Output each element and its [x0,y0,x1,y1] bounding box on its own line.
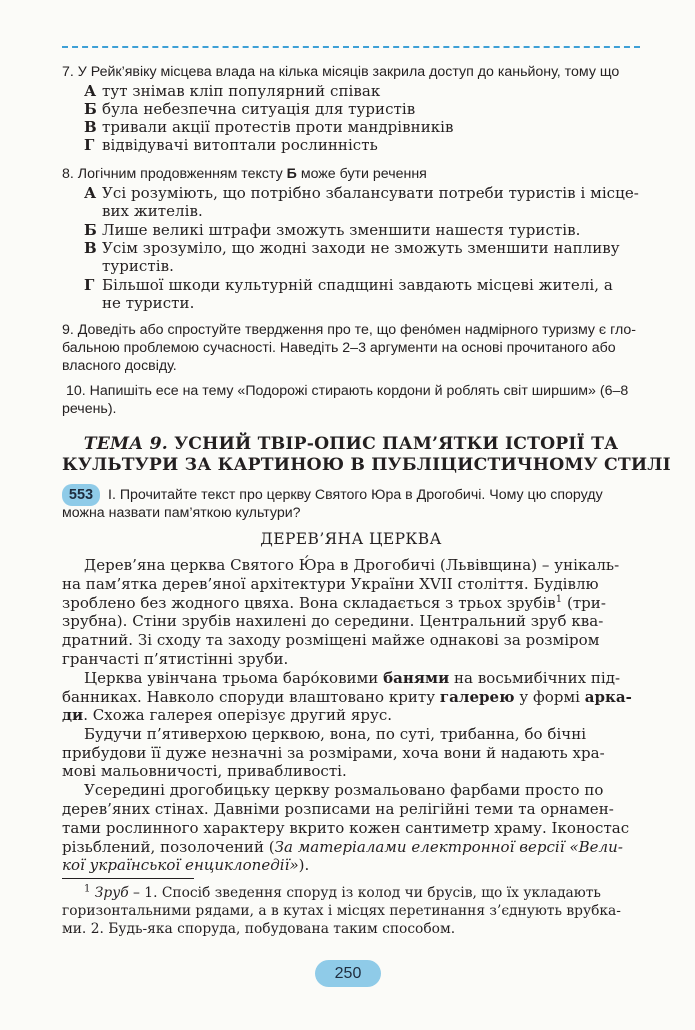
q7-option-b: Б була небезпечна ситуація для туристів [84,100,416,118]
q8-option-c: В Усім зрозуміло, що жодні заходи не зможуть зменшити напливу [84,239,620,257]
q8-option-d-cont: не туристи. [102,294,195,312]
q8-option-d: Г Більшої шкоди культурній спадщині завдають місцеві жителі, а [84,276,613,294]
footnote-divider [62,878,194,879]
q8-option-a: А Усі розуміють, що потрібно збалансувати потреби туристів і місце- [84,184,639,202]
question-9-line2: бальною проблемою сучасності. Наведіть 2–3 аргументи на основі прочитаного або [62,340,616,356]
p4-line1: Усередині дрогобицьку церкву розмальовано фарбами просто по [84,781,604,799]
p3-line1: Будучи п’ятиверхою церквою, вона, по суті, трибанна, бо бічні [84,725,587,743]
q7-option-a: А тут знімав кліп популярний співак [84,82,381,100]
footnote-line2: горизонтальними рядами, а в кутах і місцях перетинання з’єднують врубка- [62,903,621,919]
question-9-line3: власного досвіду. [62,358,177,374]
q8-option-b: Б Лише великі штрафи зможуть зменшити нашестя туристів. [84,221,581,239]
p3-line3: мові мальовничості, привабливості. [62,762,347,780]
q7-option-d: Г відвідувачі витоптали рослинність [84,136,378,154]
p1-line1: Дерев’яна церква Святого Ю́ра в Дрогобичі (Львівщина) – унікаль- [84,556,620,574]
footnote-marker: 1 [555,594,563,605]
text-title: ДЕРЕВ’ЯНА ЦЕРКВА [260,530,442,548]
p1-line6: гранчасті п’ятистінні зруби. [62,650,289,668]
footnote-line1: $^1$ Зруб – 1. Спосіб зведення споруд із колод чи брусів, що їх укладають [84,883,601,901]
p3-line2: прибудови її дуже незначні за розмірами, хоча вони й надають хра- [62,744,605,762]
p4-line2: дерев’яних стінах. Давніми розписами на релігійні теми та орнамен- [62,800,614,818]
top-dashed-divider [62,46,640,48]
question-8: 8. Логічним продовженням тексту Б може бути речення [62,166,427,182]
p1-line4: зрубна). Стіни зрубів нахилені до середини. Центральний зруб ква- [62,612,604,630]
p4-line5: кої української енциклопедії»). [62,856,310,874]
q8-option-a-cont: вих жителів. [102,202,203,220]
theme-heading-line1: ТЕМА 9. УСНИЙ ТВІР-ОПИС ПАМ’ЯТКИ ІСТОРІЇ ТА [83,434,619,454]
p1-line5: дратний. Зі сходу та заходу розміщені майже однакові за розміром [62,631,600,649]
p4-line3: тами рослинного характеру вкрито кожен сантиметр храму. Іконостас [62,819,630,837]
exercise-task-line1: І. Прочитайте текст про церкву Святого Юра в Дрогобичі. Чому цю споруду [108,487,603,503]
p1-line2: на пам’ятка дерев’яної архітектури України XVII століття. Будівлю [62,575,599,593]
question-10-line2: речень). [62,401,117,417]
q7-option-c: В тривали акції протестів проти мандрівників [84,118,454,136]
p4-line4: різьблений, позолочений (За матеріалами електронної версії «Вели- [62,838,623,856]
page-number: 250 [315,960,381,987]
p2-line1: Церква увінчана трьома баро́ковими банями на восьмибічних під- [84,669,621,687]
p2-line3: ди. Схожа галерея оперізує другий ярус. [62,706,393,724]
question-10-line1: 10. Напишіть есе на тему «Подорожі стирають кордони й роблять світ ширшим» (6–8 [66,383,629,399]
p1-line3: зроблено без жодного цвяха. Вона складається з трьох зрубів$^1$ (три- [62,594,606,612]
q8-option-c-cont: туристів. [102,257,174,275]
exercise-number-badge: 553 [62,484,100,506]
question-7: 7. У Рейк’явіку місцева влада на кілька місяців закрила доступ до каньйону, тому що [62,64,620,80]
footnote-line3: ми. 2. Будь-яка споруда, побудована таким способом. [62,921,456,937]
theme-heading-line2: КУЛЬТУРИ ЗА КАРТИНОЮ В ПУБЛІЦИСТИЧНОМУ СТИЛІ [62,455,671,475]
exercise-task-line2: можна назвати пам’яткою культури? [62,505,301,521]
question-9-line1: 9. Доведіть або спростуйте твердження про те, що фено́мен надмірного туризму є гло- [62,322,637,338]
p2-line2: банниках. Навколо споруди влаштовано криту галерею у формі арка- [62,688,632,706]
